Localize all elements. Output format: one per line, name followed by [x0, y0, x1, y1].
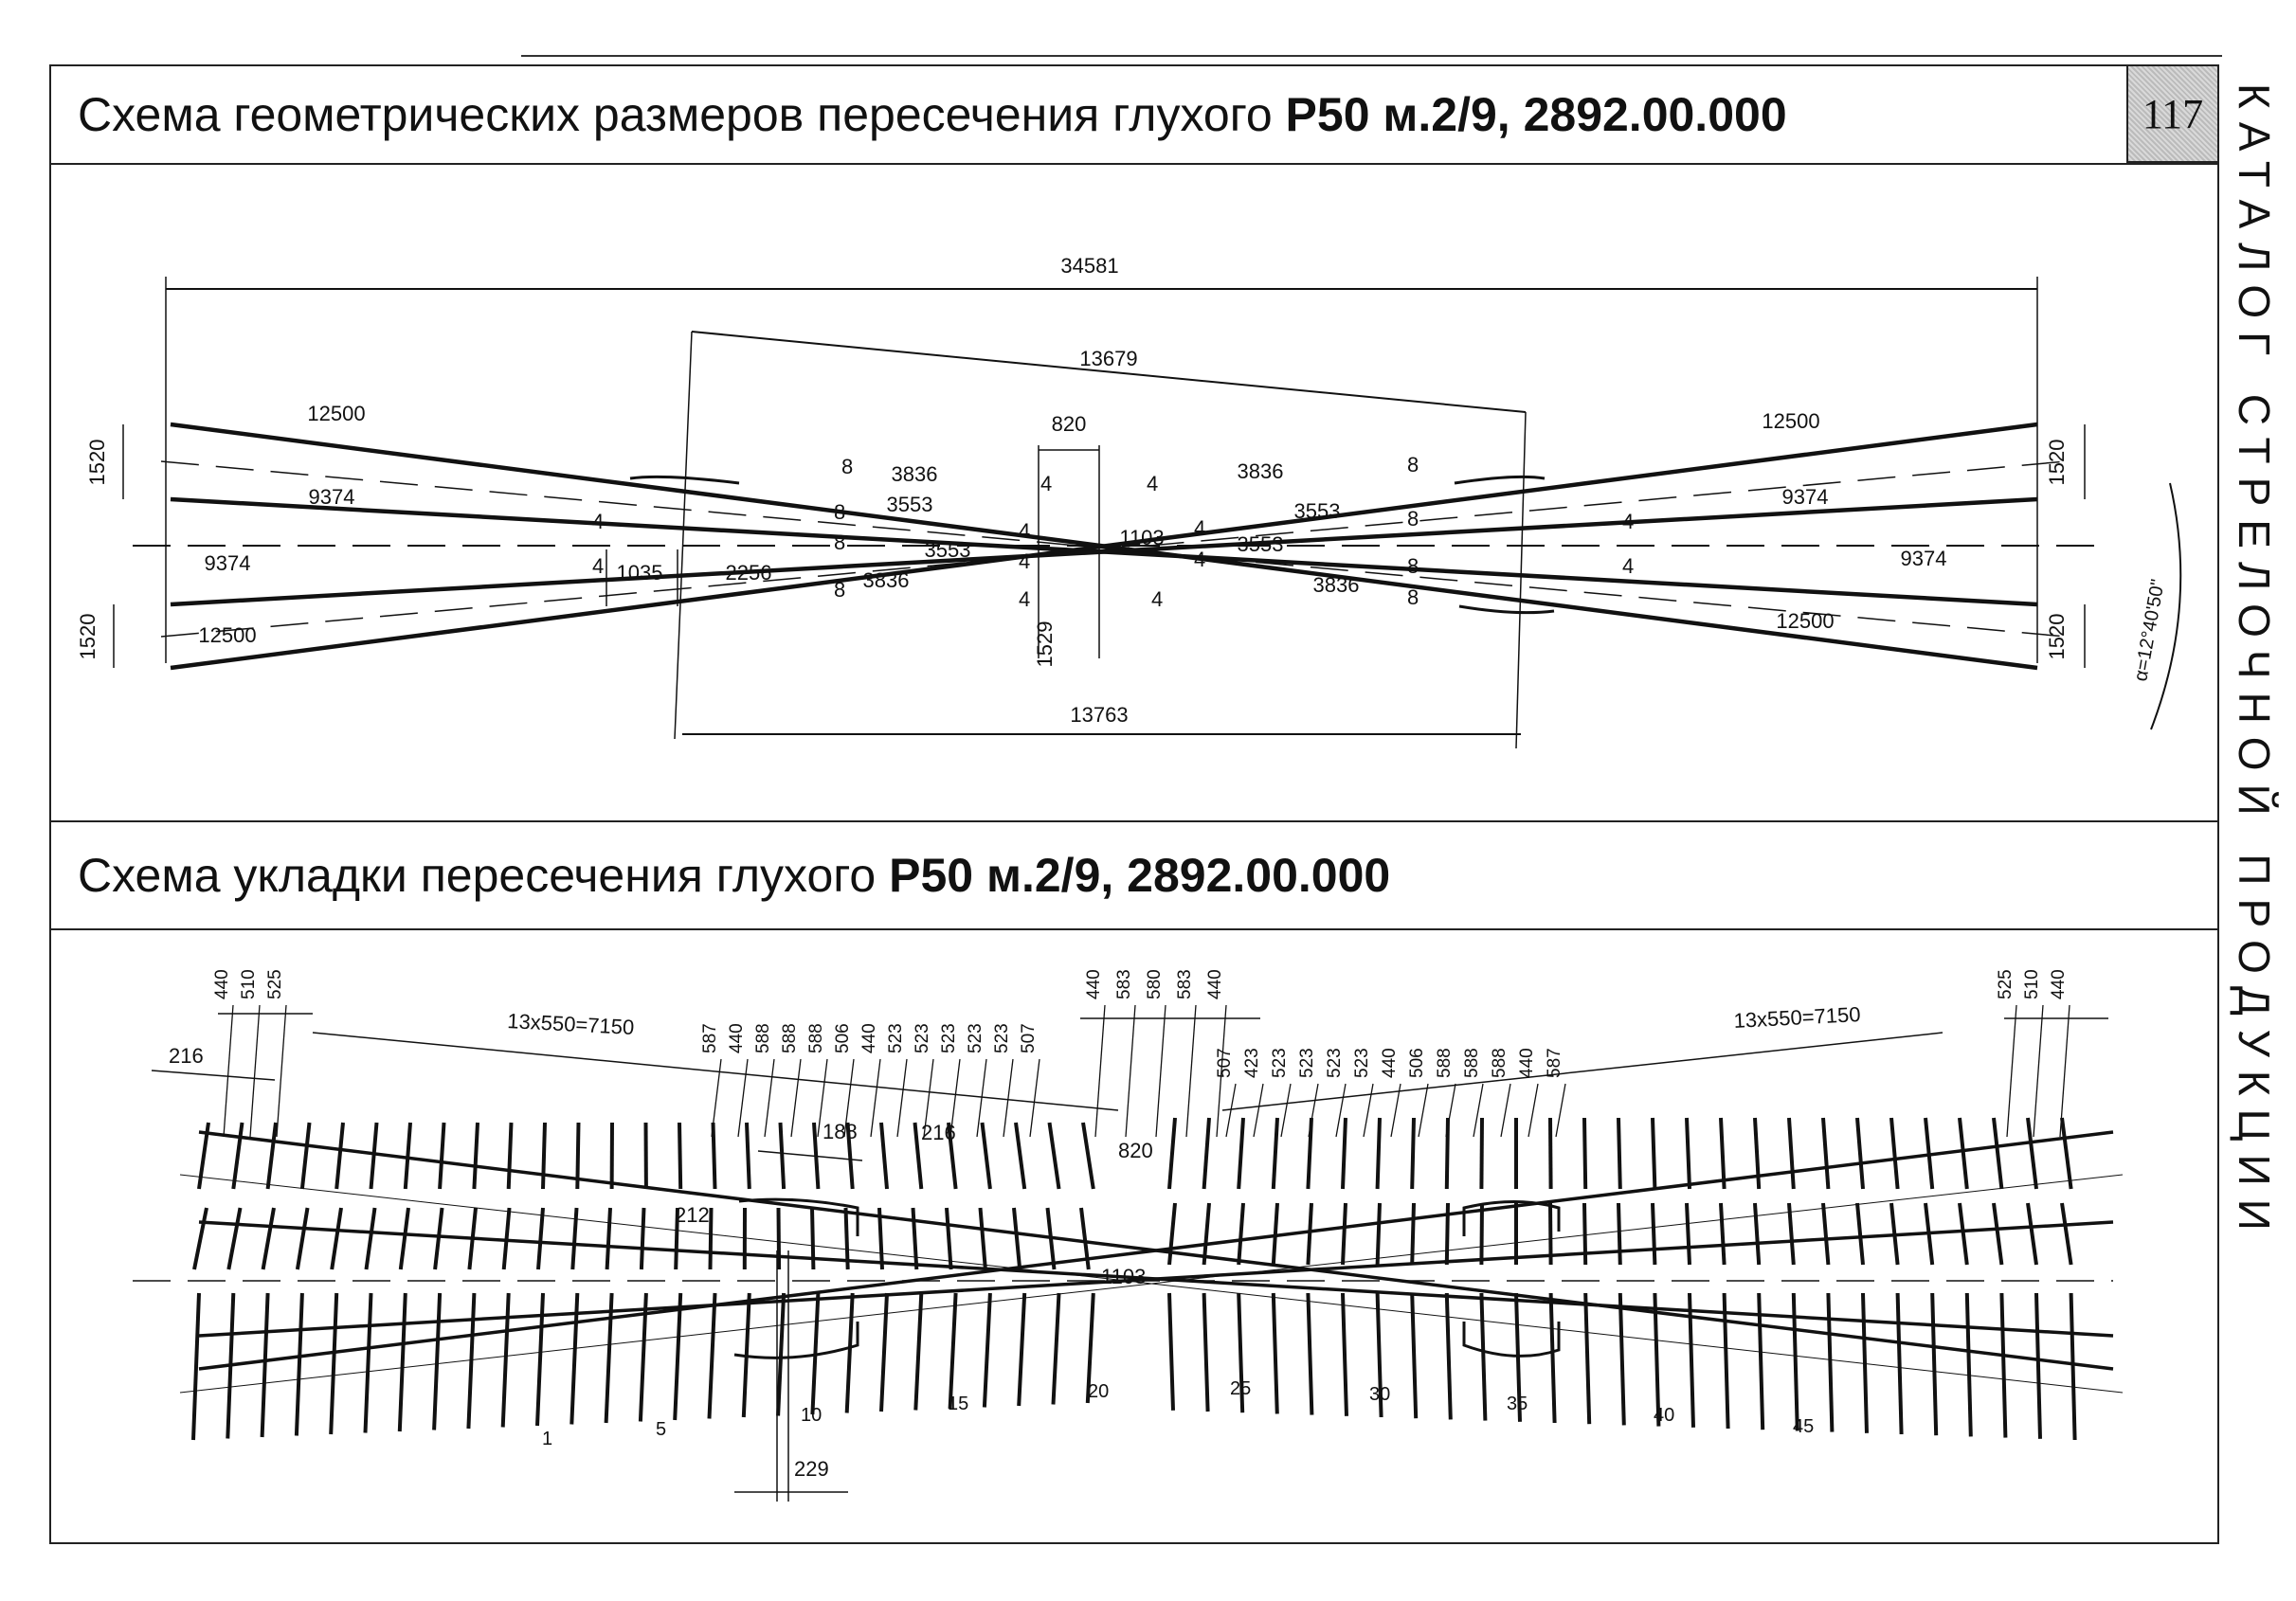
label-mid-outer-4: 3836	[1312, 573, 1360, 597]
left-cluster-label: 440	[859, 1023, 879, 1053]
label-gauge-right-bottom: 1520	[2045, 613, 2069, 660]
sleeper	[509, 1123, 512, 1189]
label-center-gap: 820	[1051, 412, 1087, 436]
right-end-label: 440	[2049, 969, 2069, 999]
sleeper	[1447, 1203, 1448, 1265]
sleeper-number: 10	[801, 1405, 823, 1426]
left-cluster-label: 588	[806, 1023, 826, 1053]
label-four-10: 4	[1151, 587, 1164, 611]
sleeper	[642, 1208, 644, 1269]
sleeper	[440, 1123, 443, 1189]
title2-text: Схема укладки пересечения глухого	[78, 849, 890, 902]
sleeper	[538, 1208, 543, 1269]
sleeper	[1584, 1203, 1585, 1265]
sleeper	[537, 1293, 543, 1426]
left-cluster-label: 523	[886, 1023, 906, 1053]
sleeper	[2028, 1203, 2036, 1265]
label-overall: 34581	[1060, 254, 1119, 278]
side-catalog-label: КАТАЛОГ СТРЕЛОЧНОЙ ПРОДУКЦИИ	[2230, 83, 2279, 1244]
label-mid-inner-4: 3553	[1237, 532, 1284, 556]
label-left-frog: 2256	[725, 561, 772, 585]
label-216b: 216	[921, 1121, 956, 1144]
label-229: 229	[794, 1457, 829, 1481]
label-four-5: 4	[1019, 519, 1031, 543]
sleeper	[577, 1123, 578, 1189]
sleeper	[1274, 1293, 1277, 1413]
right-end-label: 510	[2022, 969, 2042, 999]
right-cluster-ext-line	[1556, 1084, 1565, 1137]
sleeper	[981, 1208, 985, 1269]
sleeper	[401, 1208, 408, 1269]
left-end-ext-line	[224, 1005, 233, 1137]
left-end-ext-line	[250, 1005, 260, 1137]
sleeper	[468, 1293, 474, 1429]
sleeper	[1274, 1203, 1277, 1265]
sleeper	[1550, 1203, 1551, 1265]
layout-labels	[169, 1002, 1861, 1481]
left-cluster-label: 440	[727, 1023, 747, 1053]
left-cluster-label: 523	[939, 1023, 959, 1053]
label-four-6: 4	[1019, 549, 1031, 573]
label-four-1: 4	[592, 510, 605, 533]
sleeper	[913, 1208, 917, 1269]
sleeper	[1274, 1118, 1277, 1189]
sleeper	[2071, 1293, 2075, 1440]
sleeper	[434, 1293, 440, 1430]
sleeper-number: 15	[948, 1394, 969, 1414]
label-gauge-left-top: 1520	[85, 439, 109, 486]
right-cluster-ext-line	[1501, 1084, 1510, 1137]
sleeper	[1054, 1293, 1059, 1405]
right-cluster-ext-line	[1528, 1084, 1538, 1137]
label-angle: α=12°40'50"	[2130, 577, 2169, 683]
sleeper	[2062, 1203, 2071, 1265]
sleeper	[714, 1123, 715, 1189]
sleeper	[1083, 1123, 1094, 1189]
center-cluster-ext-line	[1156, 1005, 1166, 1137]
label-four-12: 4	[1622, 554, 1635, 578]
sleeper	[1960, 1203, 1967, 1265]
sleeper	[1618, 1203, 1620, 1265]
right-cluster-ext-line	[1254, 1084, 1263, 1137]
right-cluster-label: 506	[1407, 1048, 1427, 1078]
right-cluster-label: 440	[1380, 1048, 1400, 1078]
center-cluster-ext-line	[1186, 1005, 1196, 1137]
sleeper	[331, 1293, 336, 1434]
sleeper	[1481, 1118, 1482, 1189]
label-spacing-right: 13x550=7150	[1732, 1002, 1862, 1033]
label-left-offset: 216	[169, 1044, 204, 1068]
title1-code: Р50 м.2/9, 2892.00.000	[1285, 88, 1787, 141]
geometry-labels	[76, 254, 2169, 727]
sleeper	[1618, 1118, 1620, 1189]
sleeper	[1967, 1293, 1971, 1436]
sleeper	[1016, 1123, 1024, 1189]
right-cluster-ext-line	[1446, 1084, 1455, 1137]
label-rail-long-3: 12500	[1762, 409, 1820, 433]
sleeper	[194, 1208, 207, 1269]
sleeper	[1687, 1118, 1690, 1189]
label-eight-5: 8	[1407, 453, 1419, 477]
center-cluster-label: 583	[1175, 969, 1195, 999]
sleeper	[572, 1208, 576, 1269]
left-cluster-ext-line	[765, 1059, 774, 1137]
left-cluster-ext-line	[791, 1059, 801, 1137]
sleeper	[2036, 1293, 2040, 1439]
sleeper-number: 40	[1654, 1405, 1675, 1426]
sleeper	[1169, 1203, 1175, 1265]
right-cluster-ext-line	[1309, 1084, 1318, 1137]
sleeper	[711, 1208, 712, 1269]
center-cluster-label: 440	[1084, 969, 1104, 999]
sleeper	[1585, 1293, 1589, 1424]
right-end-ext-line	[2034, 1005, 2043, 1137]
dim-line-upper-inner	[692, 332, 1526, 412]
sleeper	[366, 1293, 371, 1433]
sleeper	[371, 1123, 377, 1189]
sleeper	[983, 1123, 990, 1189]
sleeper	[297, 1293, 302, 1436]
sleeper	[814, 1123, 818, 1189]
left-cluster-label: 587	[700, 1023, 720, 1053]
right-cluster-label: 587	[1545, 1048, 1564, 1078]
sleeper	[1755, 1203, 1759, 1265]
geometry-diagram	[114, 277, 2180, 748]
sleeper-number: 30	[1369, 1384, 1391, 1405]
label-eight-3: 8	[834, 531, 846, 554]
sleeper	[1891, 1118, 1898, 1189]
sleeper	[1932, 1293, 1936, 1435]
label-upper-inner: 13679	[1079, 347, 1138, 370]
sleeper	[1653, 1118, 1654, 1189]
sleeper	[1447, 1293, 1451, 1419]
sleeper	[1238, 1118, 1243, 1189]
sleeper	[543, 1123, 545, 1189]
sleeper-number: 25	[1230, 1378, 1252, 1399]
left-end-label: 525	[265, 969, 285, 999]
label-mid-outer-2: 3836	[862, 568, 910, 592]
label-eight-7: 8	[1407, 554, 1419, 578]
label-four-4: 4	[1147, 472, 1159, 495]
label-eight-2: 8	[834, 500, 846, 524]
label-center-vertical: 1529	[1033, 621, 1057, 668]
label-mid-inner-3: 3553	[1293, 499, 1341, 523]
left-cluster-label: 588	[753, 1023, 773, 1053]
right-end-label: 525	[1996, 969, 2016, 999]
sleeper	[262, 1293, 268, 1437]
label-gauge-left-bottom: 1520	[76, 613, 99, 660]
label-rail-short-3: 9374	[1781, 485, 1829, 509]
sleeper	[812, 1208, 813, 1269]
sleeper	[1994, 1203, 2001, 1265]
sleeper	[1620, 1293, 1624, 1425]
label-1103: 1103	[1101, 1265, 1147, 1288]
right-cluster-label: 523	[1325, 1048, 1345, 1078]
right-cluster-label: 523	[1270, 1048, 1290, 1078]
sleeper	[1343, 1293, 1347, 1416]
right-cluster-label: 523	[1297, 1048, 1317, 1078]
label-rail-long-2: 12500	[198, 623, 257, 647]
label-rail-short-1: 9374	[308, 485, 355, 509]
label-four-7: 4	[1194, 516, 1206, 540]
left-cluster-label: 588	[780, 1023, 800, 1053]
left-cluster-ext-line	[1030, 1059, 1040, 1137]
label-188: 188	[823, 1120, 858, 1143]
right-cluster-label: 588	[1490, 1048, 1510, 1078]
right-end-ext-line	[2007, 1005, 2016, 1137]
sleeper	[881, 1123, 887, 1189]
right-cluster-label: 523	[1352, 1048, 1372, 1078]
label-rail-long-4: 12500	[1776, 609, 1835, 633]
right-cluster-label: 507	[1215, 1048, 1235, 1078]
sleeper	[675, 1293, 680, 1420]
center-cluster-label: 580	[1145, 969, 1165, 999]
label-rail-short-4: 9374	[1900, 547, 1947, 570]
label-four-2: 4	[592, 554, 605, 578]
label-mid-outer-1: 3836	[891, 462, 938, 486]
sleeper	[881, 1293, 887, 1412]
sleeper	[847, 1293, 853, 1413]
label-rail-long-1: 12500	[307, 402, 366, 425]
sleeper	[1378, 1203, 1380, 1265]
label-four-8: 4	[1194, 548, 1206, 571]
right-cluster-label: 423	[1242, 1048, 1262, 1078]
right-cluster-ext-line	[1281, 1084, 1291, 1137]
sleeper	[747, 1123, 750, 1189]
sleeper	[2062, 1118, 2071, 1189]
sleeper	[1960, 1118, 1967, 1189]
sleeper	[1169, 1118, 1175, 1189]
sleeper	[950, 1293, 956, 1409]
sleeper	[1308, 1203, 1311, 1265]
sleeper	[406, 1123, 410, 1189]
sleeper	[1789, 1118, 1794, 1189]
sleeper	[607, 1208, 610, 1269]
label-212: 212	[675, 1203, 710, 1227]
sleeper	[1551, 1293, 1555, 1423]
sleeper	[302, 1123, 310, 1189]
center-cluster-label: 583	[1114, 969, 1134, 999]
label-820: 820	[1118, 1139, 1153, 1162]
sleeper	[1755, 1118, 1759, 1189]
label-eight-4: 8	[834, 578, 846, 602]
sleeper	[1863, 1293, 1867, 1433]
sleeper	[1412, 1203, 1414, 1265]
sleeper	[1653, 1203, 1654, 1265]
sleeper	[1687, 1203, 1690, 1265]
sleeper	[233, 1123, 242, 1189]
sleeper	[336, 1123, 343, 1189]
sleeper	[1823, 1118, 1828, 1189]
label-mid-inner-2: 3553	[924, 538, 971, 562]
sleeper	[228, 1208, 240, 1269]
sleeper	[1238, 1203, 1243, 1265]
sleeper	[1343, 1118, 1346, 1189]
sleeper	[367, 1208, 375, 1269]
title1-text: Схема геометрических размеров пересечения глухого	[78, 88, 1286, 141]
sleeper	[474, 1123, 478, 1189]
label-four-11: 4	[1622, 510, 1635, 533]
sleeper	[263, 1208, 274, 1269]
right-cluster-label: 588	[1435, 1048, 1455, 1078]
sleeper	[2001, 1293, 2005, 1438]
sleeper	[1721, 1203, 1725, 1265]
label-lower-inner: 13763	[1070, 703, 1129, 727]
center-cluster-ext-line	[1126, 1005, 1135, 1137]
sleeper	[1378, 1118, 1380, 1189]
sleeper	[1584, 1118, 1585, 1189]
label-left-gap: 1035	[616, 561, 663, 585]
sleeper	[1343, 1203, 1346, 1265]
sleeper	[298, 1208, 308, 1269]
left-cluster-label: 523	[992, 1023, 1012, 1053]
sleeper	[2028, 1118, 2036, 1189]
sleeper	[1823, 1203, 1828, 1265]
right-cluster-label: 588	[1462, 1048, 1482, 1078]
left-cluster-label: 507	[1019, 1023, 1039, 1053]
label-four-9: 4	[1019, 587, 1031, 611]
sleeper	[435, 1208, 442, 1269]
left-cluster-ext-line	[871, 1059, 880, 1137]
right-cluster-ext-line	[1419, 1084, 1428, 1137]
sleeper	[1857, 1118, 1863, 1189]
sleeper-number: 45	[1793, 1416, 1815, 1437]
title2-code: Р50 м.2/9, 2892.00.000	[889, 849, 1391, 902]
sleeper	[779, 1208, 780, 1269]
sleeper	[985, 1293, 990, 1408]
left-cluster-label: 523	[966, 1023, 985, 1053]
sleeper	[1019, 1293, 1024, 1406]
sleeper	[1169, 1293, 1173, 1411]
sleeper	[1828, 1293, 1832, 1432]
layout-diagram	[133, 1014, 2123, 1502]
sleeper	[1550, 1118, 1551, 1189]
sleeper	[1789, 1203, 1794, 1265]
sleeper-number: 1	[542, 1429, 553, 1449]
sleeper	[503, 1293, 509, 1428]
label-spacing-left: 13x550=7150	[506, 1009, 635, 1040]
sleeper	[193, 1293, 199, 1440]
left-end-label: 510	[239, 969, 259, 999]
left-cluster-ext-line	[897, 1059, 907, 1137]
center-cluster-label: 440	[1205, 969, 1225, 999]
sleeper	[1690, 1293, 1693, 1428]
left-cluster-ext-line	[1003, 1059, 1013, 1137]
label-mid-outer-3: 3836	[1237, 459, 1284, 483]
sleeper	[1898, 1293, 1902, 1434]
right-cluster-ext-line	[1364, 1084, 1373, 1137]
label-center-offset: 1103	[1119, 526, 1165, 549]
label-gauge-right-top: 1520	[2045, 439, 2069, 486]
left-end-ext-line	[277, 1005, 286, 1137]
sleeper	[846, 1208, 848, 1269]
sleeper	[332, 1208, 341, 1269]
sleeper-number: 20	[1088, 1381, 1110, 1402]
sleeper	[1014, 1208, 1020, 1269]
right-end-ext-line	[2060, 1005, 2070, 1137]
sleeper	[1721, 1118, 1725, 1189]
left-cluster-label: 523	[913, 1023, 932, 1053]
page-number: 117	[2126, 64, 2219, 163]
sleeper	[778, 1293, 784, 1416]
sleeper	[1204, 1118, 1209, 1189]
sleeper	[268, 1123, 276, 1189]
label-eight-8: 8	[1407, 585, 1419, 609]
sleeper	[1481, 1203, 1482, 1265]
sleeper	[400, 1293, 406, 1431]
sleeper	[1050, 1123, 1059, 1189]
label-four-3: 4	[1040, 472, 1053, 495]
center-cluster-ext-line	[1095, 1005, 1105, 1137]
sleeper-number: 35	[1507, 1394, 1528, 1414]
sleeper	[1481, 1293, 1485, 1421]
label-mid-inner-1: 3553	[886, 493, 933, 516]
sleeper	[1994, 1118, 2001, 1189]
sleeper-number: 5	[656, 1419, 667, 1440]
label-eight-6: 8	[1407, 507, 1419, 531]
sleeper	[710, 1293, 715, 1419]
sleeper	[947, 1208, 951, 1269]
sleeper	[1412, 1293, 1416, 1418]
sleeper	[781, 1123, 785, 1189]
left-end-label: 440	[212, 969, 232, 999]
right-cluster-label: 440	[1517, 1048, 1537, 1078]
sleeper	[1308, 1293, 1311, 1415]
sleeper	[1412, 1118, 1414, 1189]
sleeper	[679, 1123, 680, 1189]
sleeper	[1794, 1293, 1798, 1430]
sleeper	[1204, 1293, 1208, 1412]
sleeper	[1857, 1203, 1863, 1265]
label-eight-1: 8	[841, 455, 854, 478]
sleeper	[915, 1293, 921, 1411]
left-cluster-label: 506	[833, 1023, 853, 1053]
label-rail-short-2: 9374	[204, 551, 251, 575]
